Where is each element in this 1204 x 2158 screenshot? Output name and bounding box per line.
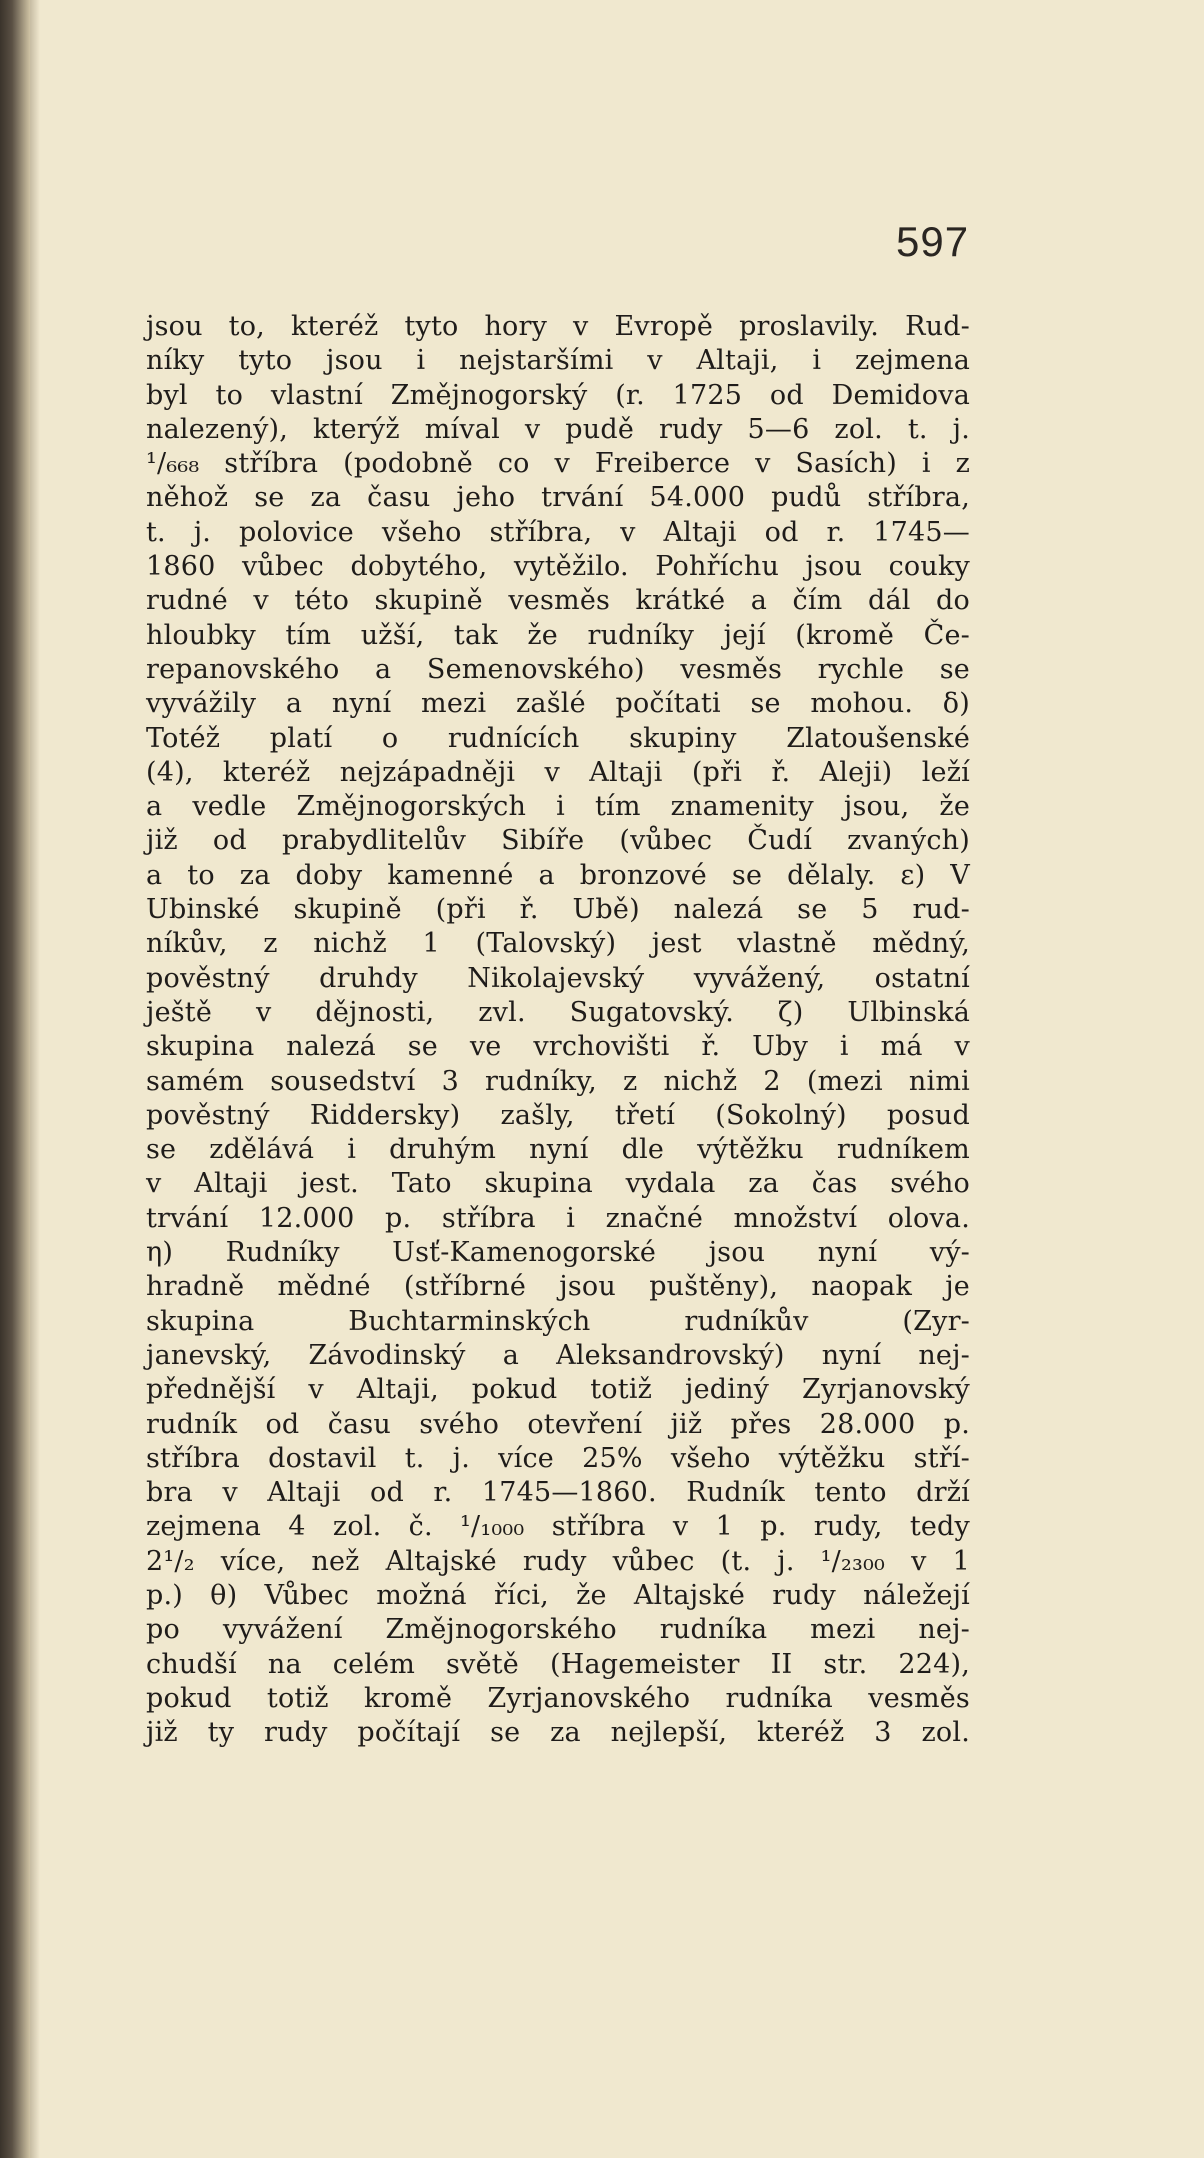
text-line: (4), kteréž nejzápadněji v Altaji (při ř. Aleji) leží	[146, 756, 970, 788]
text-line: skupina Buchtarminských rudníkův (Zyr-	[146, 1305, 970, 1337]
text-line: a to za doby kamenné a bronzové se dělaly. ε) V	[146, 859, 970, 891]
text-line: po vyvážení Změjnogorského rudníka mezi nej-	[146, 1614, 970, 1646]
text-line: něhož se za času jeho trvání 54.000 pudů stříbra,	[146, 482, 970, 514]
text-line: p.) θ) Vůbec možná říci, že Altajské rudy náležejí	[146, 1579, 970, 1611]
text-line: η) Rudníky Usť-Kamenogorské jsou nyní vý-	[146, 1237, 970, 1269]
text-line: hloubky tím užší, tak že rudníky její (kromě Če-	[146, 619, 970, 651]
page-gutter	[30, 0, 40, 2158]
text-line: rudník od času svého otevření již přes 28.000 p.	[146, 1408, 970, 1440]
text-line: repanovského a Semenovského) vesměs rychle se	[146, 653, 970, 685]
text-line: ¹/₆₆₈ stříbra (podobně co v Freiberce v Sasích) i z	[146, 448, 970, 480]
text-line: trvání 12.000 p. stříbra i značné množství olova.	[146, 1202, 970, 1234]
text-line: pokud totiž kromě Zyrjanovského rudníka vesměs	[146, 1682, 970, 1714]
text-line: janevský, Závodinský a Aleksandrovský) nyní nej-	[146, 1339, 970, 1371]
text-line: vyvážily a nyní mezi zašlé počítati se mohou. δ)	[146, 688, 970, 720]
text-line: níky tyto jsou i nejstaršími v Altaji, i zejmena	[146, 345, 970, 377]
text-line: rudné v této skupině vesměs krátké a čím dál do	[146, 585, 970, 617]
text-line: přednější v Altaji, pokud totiž jediný Zyrjanovský	[146, 1374, 970, 1406]
text-line: Totéž platí o rudnících skupiny Zlatoušenské	[146, 722, 970, 754]
page-number: 597	[896, 218, 970, 265]
text-line: níkův, z nichž 1 (Talovský) jest vlastně mědný,	[146, 928, 970, 960]
text-line: již ty rudy počítají se za nejlepší, kteréž 3 zol.	[146, 1717, 970, 1749]
text-line: a vedle Změjnogorských i tím znamenity jsou, že	[146, 791, 970, 823]
text-line: nalezený), kterýž míval v pudě rudy 5—6 zol. t. j.	[146, 413, 970, 445]
text-line: byl to vlastní Změjnogorský (r. 1725 od Demidova	[146, 379, 970, 411]
text-line: pověstný Riddersky) zašly, třetí (Sokolný) posud	[146, 1099, 970, 1131]
text-line: Ubinské skupině (při ř. Ubě) nalezá se 5 rud-	[146, 894, 970, 926]
text-line: ještě v dějnosti, zvl. Sugatovský. ζ) Ulbinská	[146, 996, 970, 1028]
body-text	[146, 310, 970, 1750]
text-line: pověstný druhdy Nikolajevský vyvážený, ostatní	[146, 962, 970, 994]
text-line: hradně mědné (stříbrné jsou puštěny), naopak je	[146, 1271, 970, 1303]
text-line: chudší na celém světě (Hagemeister II str. 224),	[146, 1648, 970, 1680]
text-line: stříbra dostavil t. j. více 25% všeho výtěžku stří-	[146, 1442, 970, 1474]
text-line: v Altaji jest. Tato skupina vydala za čas svého	[146, 1168, 970, 1200]
text-line: zejmena 4 zol. č. ¹/₁₀₀₀ stříbra v 1 p. rudy, tedy	[146, 1511, 970, 1543]
text-line: samém sousedství 3 rudníky, z nichž 2 (mezi nimi	[146, 1065, 970, 1097]
text-line: 2¹/₂ více, než Altajské rudy vůbec (t. j. ¹/₂₃₀₀ v 1	[146, 1545, 970, 1577]
text-line: se zdělává i druhým nyní dle výtěžku rudníkem	[146, 1134, 970, 1166]
text-line: jsou to, kteréž tyto hory v Evropě proslavily. Rud-	[146, 311, 970, 342]
text-line: skupina nalezá se ve vrchovišti ř. Uby i má v	[146, 1031, 970, 1063]
text-line: bra v Altaji od r. 1745—1860. Rudník tento drží	[146, 1477, 970, 1509]
text-line: již od prabydlitelův Sibíře (vůbec Čudí zvaných)	[146, 825, 970, 857]
book-spine-shadow	[0, 0, 30, 2158]
text-line: 1860 vůbec dobytého, vytěžilo. Pohříchu jsou couky	[146, 551, 970, 583]
text-line: t. j. polovice všeho stříbra, v Altaji od r. 1745—	[146, 516, 970, 548]
